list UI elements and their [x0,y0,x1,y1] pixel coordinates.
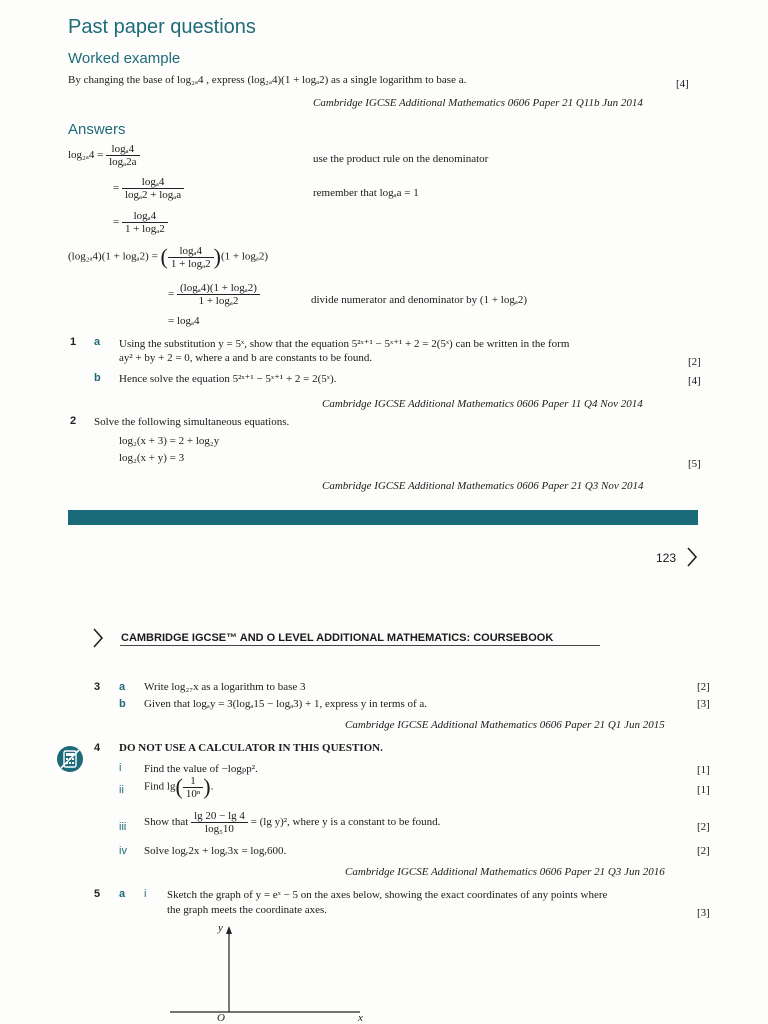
axis-label-origin: O [217,1012,225,1024]
question-text: Find lg( $\frac{1}{\text{10ⁿ}}$ ). [144,774,214,800]
numerator: logₐ4 [168,245,214,258]
numerator: (logₐ4)(1 + logₐ2) [177,282,260,295]
question-text: DO NOT USE A CALCULATOR IN THIS QUESTION. [119,742,383,754]
source-citation: Cambridge IGCSE Additional Mathematics 0606 Paper 21 Q11b Jun 2014 [313,97,643,109]
question-text-tail: = (lg y)², where y is a constant to be found. [250,816,441,829]
worked-example-question: By changing the base of log₂ₐ4 , express (log₂ₐ4)(1 + logₐ2) as a single logarithm to base a. [68,74,467,86]
marks: [4] [688,375,701,387]
worked-example-heading: Worked example [68,50,181,67]
denominator: 1 + logₐ2 [198,295,239,307]
equation: log₂(x + 3) = 2 + log₂y [119,435,220,447]
part-letter: a [119,888,126,900]
question-number: 3 [94,681,101,693]
denominator: 1 + logₐ2 [170,257,211,270]
source-citation: Cambridge IGCSE Additional Mathematics 0606 Paper 21 Q3 Nov 2014 [322,480,644,492]
marks: [1] [697,764,710,776]
part-letter: a [94,336,101,348]
right-paren: ) [203,774,211,799]
right-paren: ) [213,244,221,269]
answer-note: divide numerator and denominator by (1 + logₐ2) [311,294,528,306]
part-letter: b [119,698,126,710]
question-text: the graph meets the coordinate axes. [167,904,328,916]
question-text: Solve logᵣ2x + logᵣ3x = logᵣ600. [144,845,287,857]
question-text: Find the value of −logₚp². [144,763,258,775]
equals-sign: = [168,288,175,301]
source-citation: Cambridge IGCSE Additional Mathematics 0606 Paper 21 Q1 Jun 2015 [345,719,665,731]
axis-label-y: y [218,922,223,934]
numerator: logₐ4 [122,176,184,189]
marks: [2] [688,356,701,368]
question-text: Hence solve the equation 5²ˣ⁺¹ − 5ˣ⁺¹ + 2 = 2(5ˣ). [119,373,337,385]
equation: log₂(x + y) = 3 [119,452,185,464]
numerator: logₐ4 [106,143,139,156]
part-label: iii [119,821,127,833]
question-text: Using the substitution y = 5ˣ, show that the equation 5²ˣ⁺¹ − 5ˣ⁺¹ + 2 = 2(5ˣ) can be written in the form [119,338,570,350]
answer-final: = logₐ4 [168,315,200,327]
factor: (1 + logₐ2) [220,250,269,263]
part-label: i [119,762,122,774]
marks: [2] [697,821,710,833]
question-number: 4 [94,742,101,754]
equals-sign: = [113,216,120,229]
part-label: iv [119,845,127,857]
marks: [1] [697,784,710,796]
answer-lhs: (log₂ₐ4)(1 + logₐ2) = [68,250,158,263]
denominator: log₅10 [205,823,234,835]
denominator: 1 + logₐ2 [124,223,165,235]
question-text: Write log₂₇x as a logarithm to base 3 [144,681,306,693]
source-citation: Cambridge IGCSE Additional Mathematics 0606 Paper 21 Q3 Jun 2016 [345,866,665,878]
marks: [3] [697,698,710,710]
denominator: 10ⁿ [185,787,201,800]
marks: [5] [688,458,701,470]
marks: [4] [676,78,689,90]
question-number: 5 [94,888,101,900]
source-citation: Cambridge IGCSE Additional Mathematics 0606 Paper 11 Q4 Nov 2014 [322,398,643,410]
question-text: Solve the following simultaneous equations. [94,416,290,428]
page-title: Past paper questions [68,16,256,38]
answer-lhs: log₂ₐ4 = [68,149,104,162]
marks: [2] [697,681,710,693]
page-number: 123 [656,551,677,565]
question-number: 2 [70,415,77,427]
marks: [2] [697,845,710,857]
question-text: Given that logₐy = 3(logₐ15 − logₐ3) + 1, express y in terms of a. [144,698,428,710]
numerator: lg 20 − lg 4 [191,810,248,823]
question-number: 1 [70,336,77,348]
marks: [3] [697,907,710,919]
answer-note: use the product rule on the denominator [313,153,489,165]
question-text-lead: Find lg [144,780,176,793]
part-letter: a [119,681,126,693]
left-paren: ( [175,774,183,799]
answer-note: remember that logₐa = 1 [313,187,419,199]
axis-label-x: x [358,1012,363,1024]
question-text: Sketch the graph of y = eˣ − 5 on the axes below, showing the exact coordinates of any points where [167,889,608,901]
numerator: 1 [183,775,203,788]
question-text: ay² + by + 2 = 0, where a and b are constants to be found. [119,352,373,364]
part-label: i [144,888,147,900]
numerator: logₐ4 [122,210,168,223]
part-label: ii [119,784,124,796]
question-text-lead: Show that [144,816,189,829]
denominator: logₐ2a [109,156,137,168]
answers-heading: Answers [68,121,126,138]
left-paren: ( [160,244,168,269]
equals-sign: = [113,182,120,195]
running-header: CAMBRIDGE IGCSE™ AND O LEVEL ADDITIONAL MATHEMATICS: COURSEBOOK [121,632,554,644]
part-letter: b [94,372,101,384]
denominator: logₐ2 + logₐa [124,189,182,201]
